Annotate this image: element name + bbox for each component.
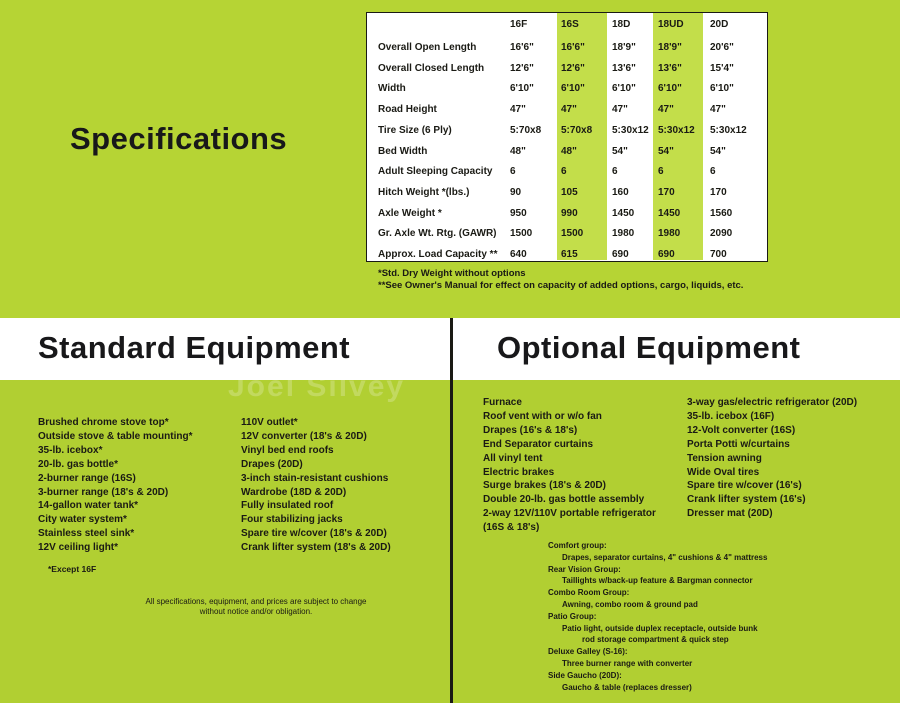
- optional-item: Drapes (16's & 18's): [483, 424, 578, 436]
- optional-item: Electric brakes: [483, 466, 555, 478]
- optional-item: Porta Potti w/curtains: [687, 438, 790, 450]
- spec-row-label: Overall Closed Length: [378, 62, 485, 74]
- spec-cell: 6'10": [710, 83, 734, 95]
- optional-item: Spare tire w/cover (16's): [687, 480, 802, 492]
- spec-cell: 18'9": [658, 42, 682, 53]
- specifications-title: Specifications: [70, 121, 288, 156]
- spec-cell: 1500: [561, 228, 584, 240]
- spec-row-label: Axle Weight *: [378, 207, 442, 219]
- standard-item: 12V ceiling light*: [38, 542, 119, 554]
- spec-cell: 640: [510, 249, 527, 260]
- option-group-detail: Gaucho & table (replaces dresser): [562, 682, 692, 692]
- column-divider: [450, 318, 453, 703]
- spec-cell: 12'6": [510, 62, 534, 74]
- optional-item: Tension awning: [687, 452, 762, 464]
- spec-cell: 615: [561, 249, 578, 260]
- spec-cell: 1450: [612, 207, 635, 219]
- spec-cell: 47": [710, 104, 726, 116]
- spec-cell: 1450: [658, 207, 681, 219]
- watermark: Joel Silvey: [228, 370, 406, 403]
- standard-item: Fully insulated roof: [241, 500, 334, 512]
- spec-cell: 690: [612, 249, 629, 260]
- spec-cell: 690: [658, 249, 675, 260]
- option-group-detail: Three burner range with converter: [562, 658, 693, 668]
- option-group-detail: rod storage compartment & quick step: [582, 635, 729, 645]
- spec-column-header: 18UD: [658, 19, 684, 30]
- optional-item: End Separator curtains: [483, 438, 594, 450]
- standard-item: 20-lb. gas bottle*: [38, 458, 119, 470]
- spec-cell: 5:30x12: [658, 124, 695, 136]
- optional-item: Wide Oval tires: [687, 466, 760, 478]
- spec-cell: 6'10": [561, 83, 585, 95]
- spec-cell: 170: [658, 186, 675, 198]
- option-group-detail: Awning, combo room & ground pad: [562, 599, 698, 609]
- option-group-name: Combo Room Group:: [548, 588, 630, 598]
- optional-list-right: [687, 396, 857, 521]
- spec-column-header: 18D: [612, 19, 631, 30]
- standard-item: Stainless steel sink*: [38, 528, 135, 540]
- spec-cell: 990: [561, 207, 578, 219]
- standard-item: City water system*: [38, 514, 127, 526]
- spec-row-label: Width: [378, 83, 406, 95]
- standard-item: 3-burner range (18's & 20D): [38, 486, 169, 498]
- spec-row-label: Tire Size (6 Ply): [378, 124, 452, 136]
- option-group-name: Patio Group:: [548, 611, 597, 621]
- spec-cell: 6: [710, 166, 716, 178]
- standard-item: Crank lifter system (18's & 20D): [241, 542, 391, 554]
- optional-item: (16S & 18's): [483, 522, 540, 534]
- optional-item: All vinyl tent: [483, 452, 543, 464]
- spec-cell: 1980: [658, 228, 681, 240]
- specifications-table: [366, 12, 768, 262]
- spec-column-header: 16S: [561, 19, 579, 30]
- standard-item: 12V converter (18's & 20D): [241, 430, 367, 442]
- spec-cell: 950: [510, 207, 527, 219]
- spec-column-header: 16F: [510, 19, 528, 30]
- standard-item: 3-inch stain-resistant cushions: [241, 472, 389, 484]
- standard-item: 14-gallon water tank*: [38, 500, 139, 512]
- spec-cell: 160: [612, 186, 629, 198]
- optional-equipment-title: Optional Equipment: [497, 330, 801, 365]
- standard-item: Drapes (20D): [241, 458, 303, 470]
- spec-cell: 6: [561, 166, 567, 178]
- optional-item: 3-way gas/electric refrigerator (20D): [687, 397, 858, 408]
- option-group-name: Side Gaucho (20D):: [548, 670, 622, 680]
- option-group-detail: Patio light, outside duplex receptacle, outside bunk: [562, 623, 758, 633]
- spec-cell: 47": [561, 104, 577, 116]
- spec-cell: 105: [561, 186, 578, 198]
- spec-cell: 5:30x12: [710, 124, 747, 136]
- spec-cell: 54": [612, 145, 628, 157]
- standard-item: Brushed chrome stove top*: [38, 417, 169, 428]
- standard-list-left: [38, 416, 192, 555]
- spec-row-label: Gr. Axle Wt. Rtg. (GAWR): [378, 228, 497, 240]
- spec-cell: 54": [710, 145, 726, 157]
- optional-item: 12-Volt converter (16S): [687, 424, 796, 436]
- spec-cell: 90: [510, 186, 522, 198]
- option-group-name: Comfort group:: [548, 541, 607, 550]
- spec-note-load-capacity: **See Owner's Manual for effect on capacity of added options, cargo, liquids, etc.: [378, 279, 744, 291]
- spec-cell: 47": [658, 104, 674, 116]
- spec-cell: 48": [561, 145, 577, 157]
- spec-notes: [378, 268, 768, 291]
- spec-cell: 5:70x8: [510, 124, 542, 136]
- spec-cell: 5:30x12: [612, 124, 649, 136]
- spec-cell: 48": [510, 145, 526, 157]
- spec-cell: 6: [510, 166, 516, 178]
- spec-cell: 2090: [710, 228, 733, 240]
- optional-list-left: [483, 396, 656, 535]
- standard-item: 110V outlet*: [241, 417, 298, 428]
- spec-cell: 6: [658, 166, 664, 178]
- optional-item: Double 20-lb. gas bottle assembly: [483, 494, 645, 506]
- spec-cell: 1500: [510, 228, 533, 240]
- disclaimer: All specifications, equipment, and prices are subject to change without notice and/or obligation.: [145, 597, 367, 616]
- spec-cell: 1980: [612, 228, 635, 240]
- except-note: *Except 16F: [48, 564, 97, 574]
- spec-cell: 13'6": [612, 62, 636, 74]
- spec-cell: 13'6": [658, 62, 682, 74]
- spec-cell: 47": [612, 104, 628, 116]
- spec-cell: 700: [710, 249, 727, 260]
- standard-item: Vinyl bed end roofs: [241, 444, 334, 456]
- optional-item: Crank lifter system (16's): [687, 494, 806, 506]
- option-group-name: Deluxe Galley (S-16):: [548, 647, 628, 657]
- spec-row-label: Approx. Load Capacity **: [378, 249, 498, 260]
- optional-item: 35-lb. icebox (16F): [687, 410, 775, 422]
- spec-cell: 54": [658, 145, 674, 157]
- spec-row-label: Adult Sleeping Capacity: [378, 166, 493, 178]
- standard-item: 2-burner range (16S): [38, 472, 136, 484]
- spec-cell: 16'6": [510, 42, 534, 53]
- option-group-detail: Drapes, separator curtains, 4" cushions & 4" mattress: [562, 552, 768, 562]
- standard-list-right: [241, 416, 391, 555]
- spec-note-dry-weight: *Std. Dry Weight without options: [378, 268, 526, 279]
- spec-cell: 6'10": [510, 83, 534, 95]
- optional-item: 2-way 12V/110V portable refrigerator: [483, 508, 656, 520]
- standard-equipment-title: Standard Equipment: [38, 330, 351, 365]
- spec-cell: 1560: [710, 207, 733, 219]
- spec-row-label: Hitch Weight *(lbs.): [378, 186, 470, 198]
- spec-cell: 6: [612, 166, 618, 178]
- spec-cell: 6'10": [612, 83, 636, 95]
- optional-item: Roof vent with or w/o fan: [483, 410, 602, 422]
- spec-row-label: Road Height: [378, 104, 437, 116]
- spec-cell: 12'6": [561, 62, 585, 74]
- optional-item: Dresser mat (20D): [687, 508, 773, 520]
- spec-row-label: Overall Open Length: [378, 42, 477, 53]
- spec-cell: 20'6": [710, 42, 734, 53]
- spec-cell: 18'9": [612, 42, 636, 53]
- standard-item: Outside stove & table mounting*: [38, 430, 193, 442]
- spec-cell: 16'6": [561, 42, 585, 53]
- standard-item: 35-lb. icebox*: [38, 444, 103, 456]
- standard-item: Four stabilizing jacks: [241, 514, 343, 526]
- option-groups: [548, 540, 767, 693]
- spec-cell: 47": [510, 104, 526, 116]
- spec-column-header: 20D: [710, 19, 729, 30]
- option-group-detail: Taillights w/back-up feature & Bargman connector: [562, 576, 753, 586]
- optional-item: Furnace: [483, 397, 522, 408]
- spec-cell: 5:70x8: [561, 124, 593, 136]
- spec-cell: 170: [710, 186, 727, 198]
- spec-cell: 6'10": [658, 83, 682, 95]
- option-group-name: Rear Vision Group:: [548, 564, 621, 574]
- spec-row-label: Bed Width: [378, 145, 428, 157]
- optional-item: Surge brakes (18's & 20D): [483, 480, 606, 492]
- standard-item: Wardrobe (18D & 20D): [241, 486, 347, 498]
- spec-cell: 15'4": [710, 62, 734, 74]
- standard-item: Spare tire w/cover (18's & 20D): [241, 528, 387, 540]
